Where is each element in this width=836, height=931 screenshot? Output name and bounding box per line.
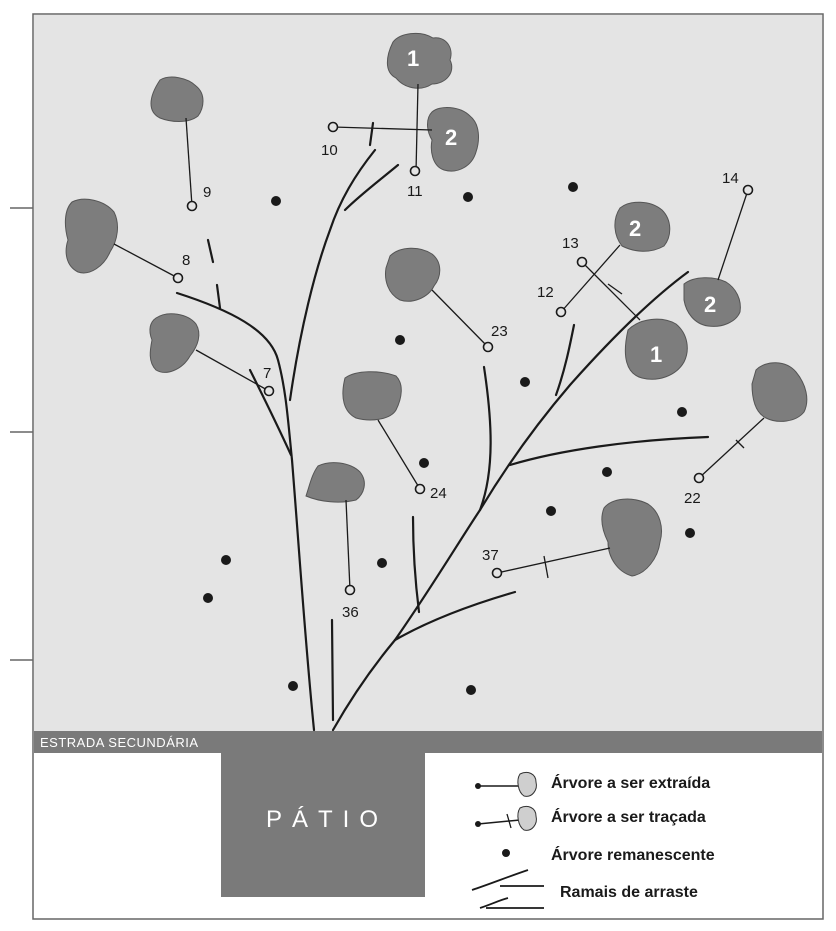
tree-marker xyxy=(695,474,704,483)
tree-number: 7 xyxy=(263,365,272,382)
remaining-tree xyxy=(685,528,695,538)
crown-number: 2 xyxy=(629,216,642,241)
legend-extract-marker xyxy=(475,783,481,789)
tree-marker xyxy=(265,387,274,396)
remaining-tree xyxy=(221,555,231,565)
patio-label: PÁTIO xyxy=(266,806,389,833)
tree-number: 9 xyxy=(203,184,212,201)
tree-number: 10 xyxy=(321,142,338,159)
remaining-tree xyxy=(568,182,578,192)
tree-marker xyxy=(329,123,338,132)
crown-number: 2 xyxy=(445,125,458,150)
legend-remaining-label: Árvore remanescente xyxy=(551,847,715,864)
tree-marker xyxy=(484,343,493,352)
tree-marker xyxy=(578,258,587,267)
tree-marker xyxy=(188,202,197,211)
legend-remaining-dot xyxy=(502,849,510,857)
tree-number: 8 xyxy=(182,252,191,269)
tree-crown xyxy=(343,372,401,420)
tree-marker xyxy=(346,586,355,595)
remaining-tree xyxy=(602,467,612,477)
legend-skid-label: Ramais de arraste xyxy=(560,884,698,901)
remaining-tree xyxy=(466,685,476,695)
tree-number: 24 xyxy=(430,485,447,502)
tree-number: 12 xyxy=(537,284,554,301)
remaining-tree xyxy=(203,593,213,603)
tree-marker xyxy=(411,167,420,176)
legend-traced-crown-icon xyxy=(518,806,536,830)
legend-extract-label: Árvore a ser extraída xyxy=(551,775,711,792)
crown-number: 1 xyxy=(650,342,663,367)
legend-traced-label: Árvore a ser traçada xyxy=(551,809,706,826)
crown-number: 2 xyxy=(704,292,717,317)
tree-marker xyxy=(174,274,183,283)
tree-marker xyxy=(416,485,425,494)
tree-number: 23 xyxy=(491,323,508,340)
remaining-tree xyxy=(463,192,473,202)
remaining-tree xyxy=(546,506,556,516)
tree-number: 36 xyxy=(342,604,359,621)
remaining-tree xyxy=(377,558,387,568)
tree-crown xyxy=(615,202,670,251)
legend-traced-marker xyxy=(475,821,481,827)
tree-marker xyxy=(493,569,502,578)
tree-number: 22 xyxy=(684,490,701,507)
tree-number: 14 xyxy=(722,170,739,187)
remaining-tree xyxy=(419,458,429,468)
tree-number: 11 xyxy=(407,183,423,200)
crown-number: 1 xyxy=(407,46,420,71)
remaining-tree xyxy=(271,196,281,206)
tree-number: 37 xyxy=(482,547,499,564)
skid-trail xyxy=(332,620,333,720)
remaining-tree xyxy=(288,681,298,691)
remaining-tree xyxy=(677,407,687,417)
tree-number: 13 xyxy=(562,235,579,252)
remaining-tree xyxy=(520,377,530,387)
remaining-tree xyxy=(395,335,405,345)
road-label: ESTRADA SECUNDÁRIA xyxy=(40,735,199,750)
legend-extract-crown-icon xyxy=(518,772,536,796)
tree-marker xyxy=(744,186,753,195)
tree-marker xyxy=(557,308,566,317)
